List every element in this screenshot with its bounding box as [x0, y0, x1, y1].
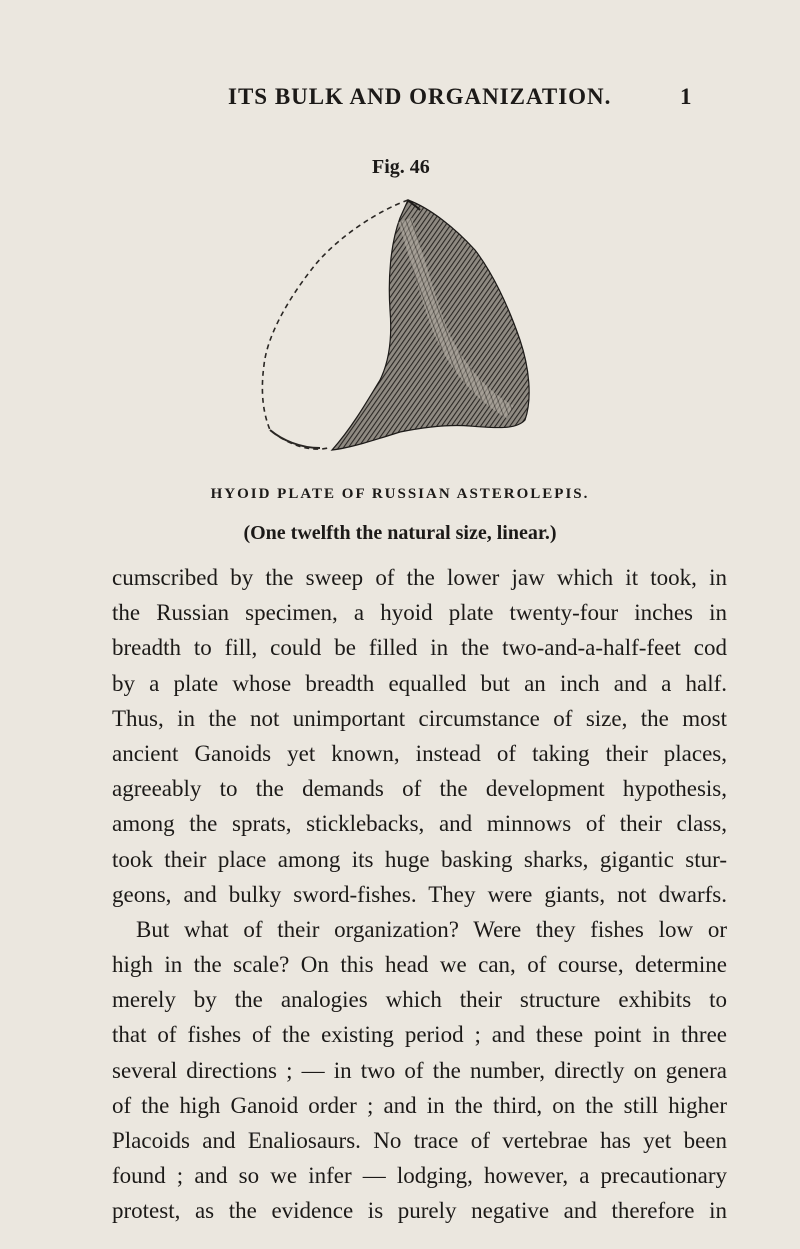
text-line: protest, as the evidence is purely negative and therefore in: [112, 1198, 727, 1224]
text-line: found ; and so we infer — lodging, however, a precautionary: [112, 1163, 727, 1189]
text-line: took their place among its huge basking sharks, gigantic stur-: [112, 846, 727, 872]
text-line: the Russian specimen, a hyoid plate twenty-four inches in: [112, 600, 727, 626]
text-line: Thus, in the not unimportant circumstance of size, the most: [112, 705, 727, 731]
running-head-title: ITS BULK AND ORGANIZATION.: [228, 84, 612, 109]
text-line: agreeably to the demands of the development hypothesis,: [112, 776, 727, 802]
text-line: merely by the analogies which their structure exhibits to: [112, 987, 727, 1013]
text-line: Placoids and Enaliosaurs. No trace of vertebrae has yet been: [112, 1128, 727, 1153]
figure-label: Fig. 46: [372, 156, 430, 178]
text-line: that of fishes of the existing period ; and these point in three: [112, 1022, 727, 1048]
page-number: 1: [680, 84, 693, 109]
text-line: breadth to fill, could be filled in the two-and-a-half-feet cod: [112, 635, 727, 661]
text-line: by a plate whose breadth equalled but an inch and a half.: [112, 670, 727, 696]
text-line: of the high Ganoid order ; and in the third, on the still higher: [112, 1092, 727, 1118]
figure-scale-note: (One twelfth the natural size, linear.): [243, 522, 557, 544]
text-line: geons, and bulky sword-fishes. They were giants, not dwarfs.: [112, 881, 727, 907]
hyoid-plate-illustration: [240, 190, 540, 480]
text-line: But what of their organization? Were they fishes low or: [136, 916, 727, 942]
text-line: several directions ; — in two of the number, directly on genera: [112, 1057, 727, 1083]
body-text: [112, 560, 727, 1229]
text-line: ancient Ganoids yet known, instead of taking their places,: [112, 740, 727, 766]
text-line: among the sprats, sticklebacks, and minnows of their class,: [112, 811, 727, 837]
text-line: high in the scale? On this head we can, of course, determine: [112, 952, 727, 978]
text-line: cumscribed by the sweep of the lower jaw which it took, in: [112, 565, 727, 590]
figure-caption: HYOID PLATE OF RUSSIAN ASTEROLEPIS.: [210, 486, 590, 502]
